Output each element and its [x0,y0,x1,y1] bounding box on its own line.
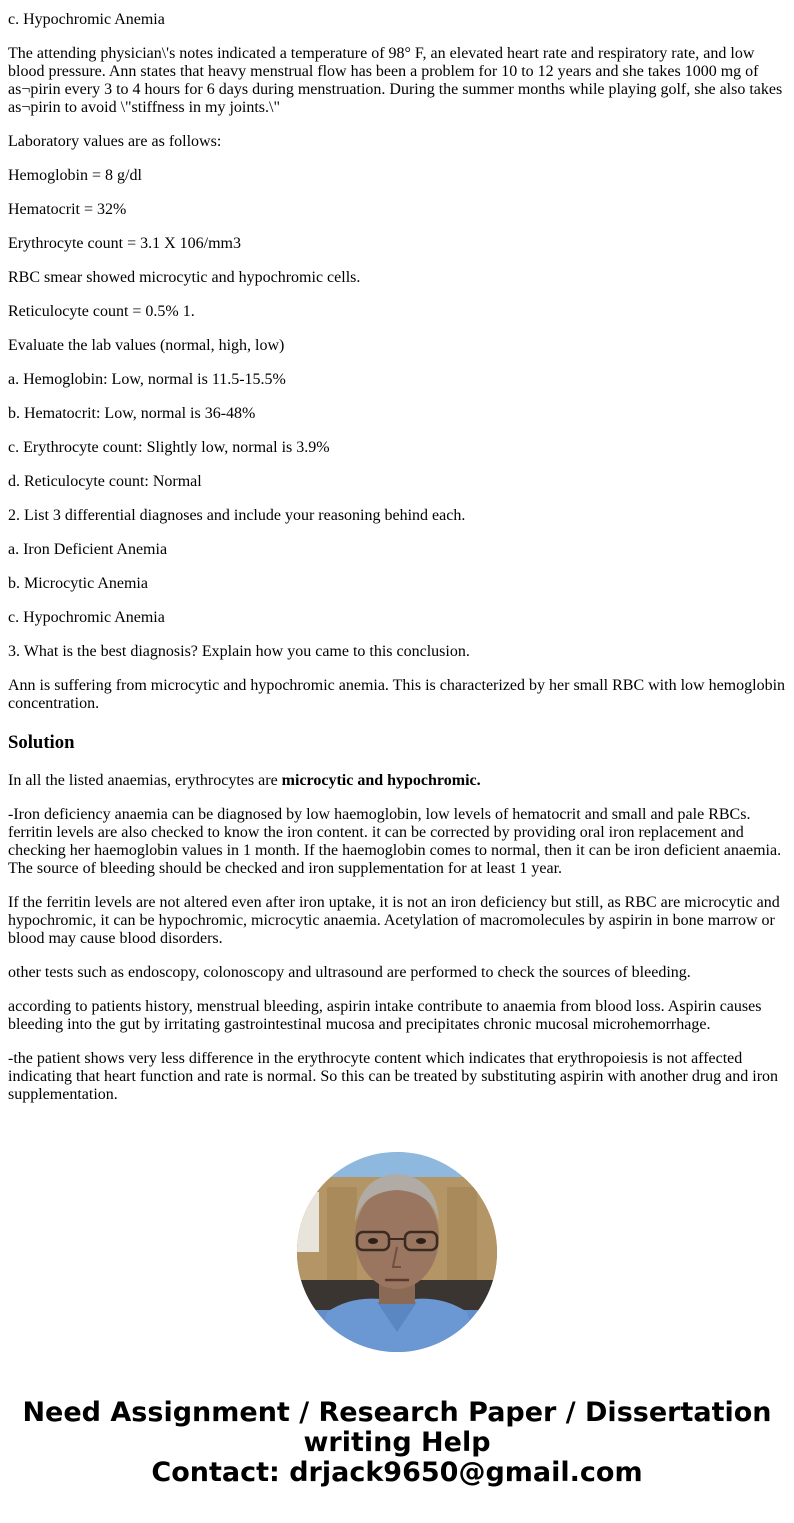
prior-answer-item: c. Hypochromic Anemia [8,11,165,28]
q1-answer-a: a. Hemoglobin: Low, normal is 11.5-15.5% [8,371,286,388]
solution-intro-text: In all the listed anaemias, erythrocytes are [8,772,282,789]
question-2: 2. List 3 differential diagnoses and include your reasoning behind each. [8,507,466,524]
q2-answer-b: b. Microcytic Anemia [8,575,148,592]
portrait-icon [297,1152,497,1352]
q2-answer-a: a. Iron Deficient Anemia [8,541,168,558]
q2-answer-c: c. Hypochromic Anemia [8,609,165,626]
solution-paragraph-2: If the ferritin levels are not altered even after iron uptake, it is not an iron deficiency but still, as RBC are microcytic and hypochromic, it can be hypochromic, microcytic anaemia. Acetylation of macromolecules by aspirin in bone marrow or blood may cause blood disorders. [8,894,780,947]
lab-hematocrit: Hematocrit = 32% [8,201,127,218]
solution-paragraph-3: other tests such as endoscopy, colonoscopy and ultrasound are performed to check the sources of bleeding. [8,964,691,981]
question-3: 3. What is the best diagnosis? Explain how you came to this conclusion. [8,643,470,660]
solution-paragraph-5: -the patient shows very less difference in the erythrocyte content which indicates that erythropoiesis is not affected indicating that heart function and rate is normal. So this can be treated by substituting aspirin with another drug and iron supplementation. [8,1050,779,1103]
solution-intro [8,772,786,790]
q1-answer-c: c. Erythrocyte count: Slightly low, normal is 3.9% [8,439,330,456]
lab-rbc-smear: RBC smear showed microcytic and hypochromic cells. [8,269,361,286]
author-avatar-container [0,1152,794,1352]
lab-hemoglobin: Hemoglobin = 8 g/dl [8,167,142,184]
solution-paragraph-1: -Iron deficiency anaemia can be diagnosed by low haemoglobin, low levels of hematocrit and small and pale RBCs. ferritin levels are also checked to know the iron content. it can be corrected by providing oral iron replacement and checking her haemoglobin values in 1 month. If the haemoglobin comes to normal, then it can be iron deficient anaemia. The source of bleeding should be checked and iron supplementation for at least 1 year. [8,806,782,877]
lab-erythrocyte-count: Erythrocyte count = 3.1 X 106/mm3 [8,235,241,252]
case-description: The attending physician\'s notes indicated a temperature of 98° F, an elevated heart rate and respiratory rate, and low blood pressure. Ann states that heavy menstrual flow has been a problem for 10 to 12 years and she takes 1000 mg of as¬pirin every 3 to 4 hours for 6 days during menstruation. During the summer months while playing golf, she also takes as¬pirin to avoid \"stiffness in my joints.\" [8,45,783,116]
q3-answer: Ann is suffering from microcytic and hypochromic anemia. This is characterized by her small RBC with low hemoglobin concentration. [8,677,786,712]
lab-reticulocyte-count: Reticulocyte count = 0.5% 1. [8,303,195,320]
promo-banner [0,1398,794,1518]
promo-headline: Need Assignment / Research Paper / Dissertation writing Help [22,1397,772,1458]
lab-intro: Laboratory values are as follows: [8,133,222,150]
solution-paragraph-4: according to patients history, menstrual bleeding, aspirin intake contribute to anaemia from blood loss. Aspirin causes bleeding into the gut by irritating gastrointestinal mucosa and precipitates chronic mucosal microhemorrhage. [8,998,762,1033]
promo-contact: Contact: drjack9650@gmail.com [151,1457,643,1488]
solution-intro-bold: microcytic and hypochromic. [281,772,481,789]
q1-answer-b: b. Hematocrit: Low, normal is 36-48% [8,405,256,422]
solution-heading: Solution [8,732,75,753]
q1-answer-d: d. Reticulocyte count: Normal [8,473,202,490]
author-avatar [297,1152,497,1352]
question-1: Evaluate the lab values (normal, high, low) [8,337,285,354]
